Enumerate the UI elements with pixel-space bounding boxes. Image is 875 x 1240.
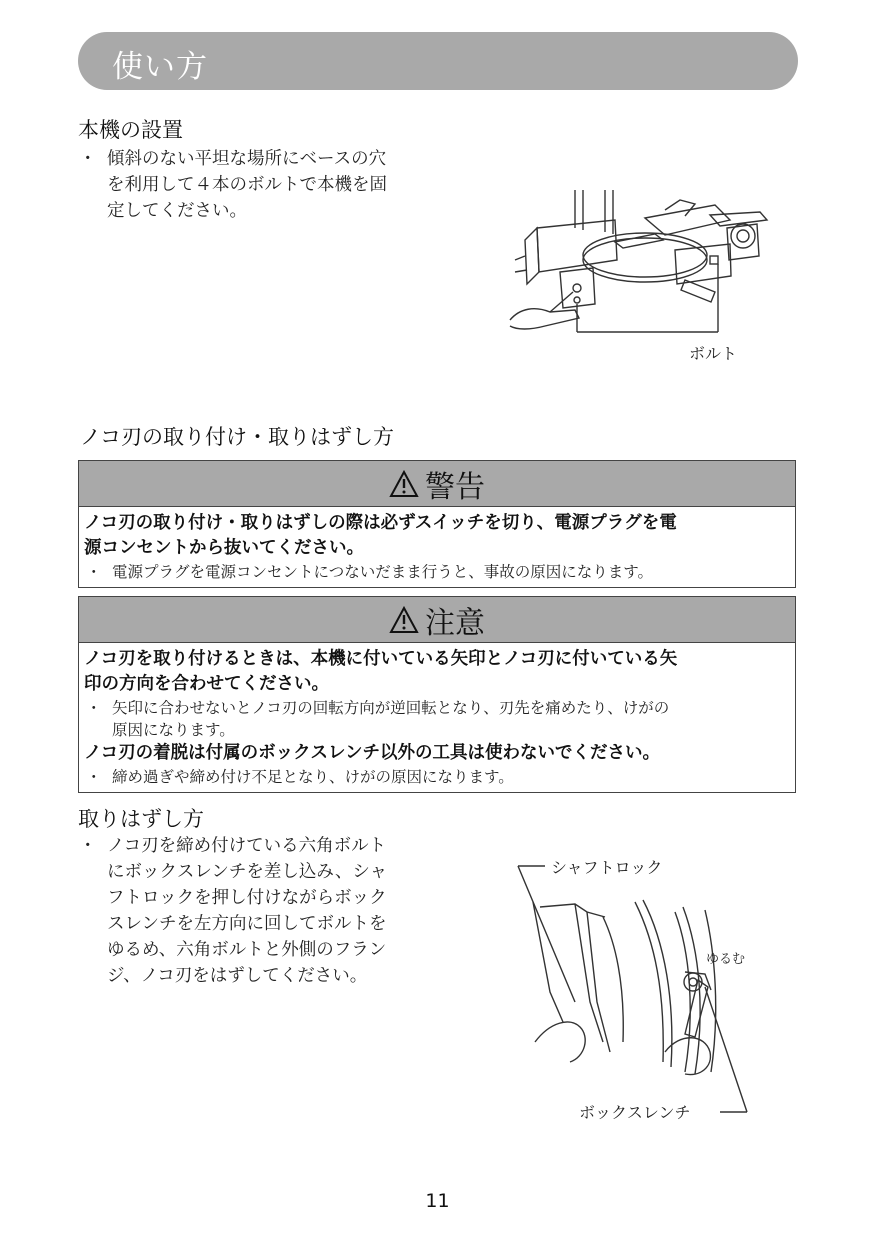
removal-text xyxy=(79,833,457,989)
warning-text: ノコ刃の取り付け・取りはずしの際は必ずスイッチを切り、電源プラグを電 xyxy=(84,513,677,533)
text-line: を利用して４本のボルトで本機を固 xyxy=(107,175,387,195)
text-line: ゆるめ、六角ボルトと外側のフラン xyxy=(107,940,387,960)
warning-body xyxy=(79,507,795,587)
caution-header xyxy=(79,597,795,643)
caution-text: ノコ刃を取り付けるときは、本機に付いている矢印とノコ刃に付いている矢 xyxy=(84,649,678,669)
text-line: 定してください。 xyxy=(107,201,247,221)
caution-text: 印の方向を合わせてください。 xyxy=(84,674,329,694)
text-line: スレンチを左方向に回してボルトを xyxy=(107,914,387,934)
page-title: 使い方 xyxy=(112,49,208,85)
removal-heading: 取りはずし方 xyxy=(78,807,204,831)
blade-removal-illustration xyxy=(515,862,755,1112)
text-line: ノコ刃を締め付けている六角ボルト xyxy=(107,836,387,856)
warning-triangle-icon xyxy=(389,470,419,498)
warning-triangle-icon xyxy=(389,606,419,634)
caution-body xyxy=(79,643,795,792)
warning-note: ・ 電源プラグを電源コンセントにつないだまま行うと、事故の原因になります。 xyxy=(86,563,653,581)
text-line: 傾斜のない平坦な場所にベースの穴 xyxy=(107,149,387,169)
box-wrench-label: ボックスレンチ xyxy=(579,1103,691,1122)
page-header-banner xyxy=(78,32,798,90)
warning-text: 源コンセントから抜いてください。 xyxy=(84,538,364,558)
warning-title: 警告 xyxy=(425,469,485,505)
text-line: ジ、ノコ刃をはずしてください。 xyxy=(107,966,368,986)
bullet: ・ xyxy=(86,699,102,717)
loosen-label: ゆるむ xyxy=(706,952,746,967)
caution-title: 注意 xyxy=(425,605,485,641)
shaft-lock-label: シャフトロック xyxy=(551,858,663,877)
warning-header xyxy=(79,461,795,507)
caution-text: ノコ刃の着脱は付属のボックスレンチ以外の工具は使わないでください。 xyxy=(84,743,661,763)
page-number: 11 xyxy=(425,1190,450,1212)
bullet: ・ xyxy=(79,836,97,856)
miter-saw-base-illustration xyxy=(505,180,785,340)
caution-box xyxy=(78,596,796,793)
text-line: フトロックを押し付けながらボック xyxy=(107,888,387,908)
caution-note: ・ 締め過ぎや締め付け不足となり、けがの原因になります。 xyxy=(86,768,514,786)
blade-section-heading: ノコ刃の取り付け・取りはずし方 xyxy=(80,425,394,449)
installation-heading: 本機の設置 xyxy=(78,118,183,142)
bolt-label: ボルト xyxy=(689,344,738,363)
installation-text xyxy=(79,146,447,224)
text-line: にボックスレンチを差し込み、シャ xyxy=(107,862,388,882)
caution-note: ・ 矢印に合わせないとノコ刃の回転方向が逆回転となり、刃先を痛めたり、けがの 原因になります。 xyxy=(86,699,670,739)
bullet: ・ xyxy=(86,563,102,581)
bullet: ・ xyxy=(79,149,97,169)
bullet: ・ xyxy=(86,768,102,786)
warning-box xyxy=(78,460,796,588)
